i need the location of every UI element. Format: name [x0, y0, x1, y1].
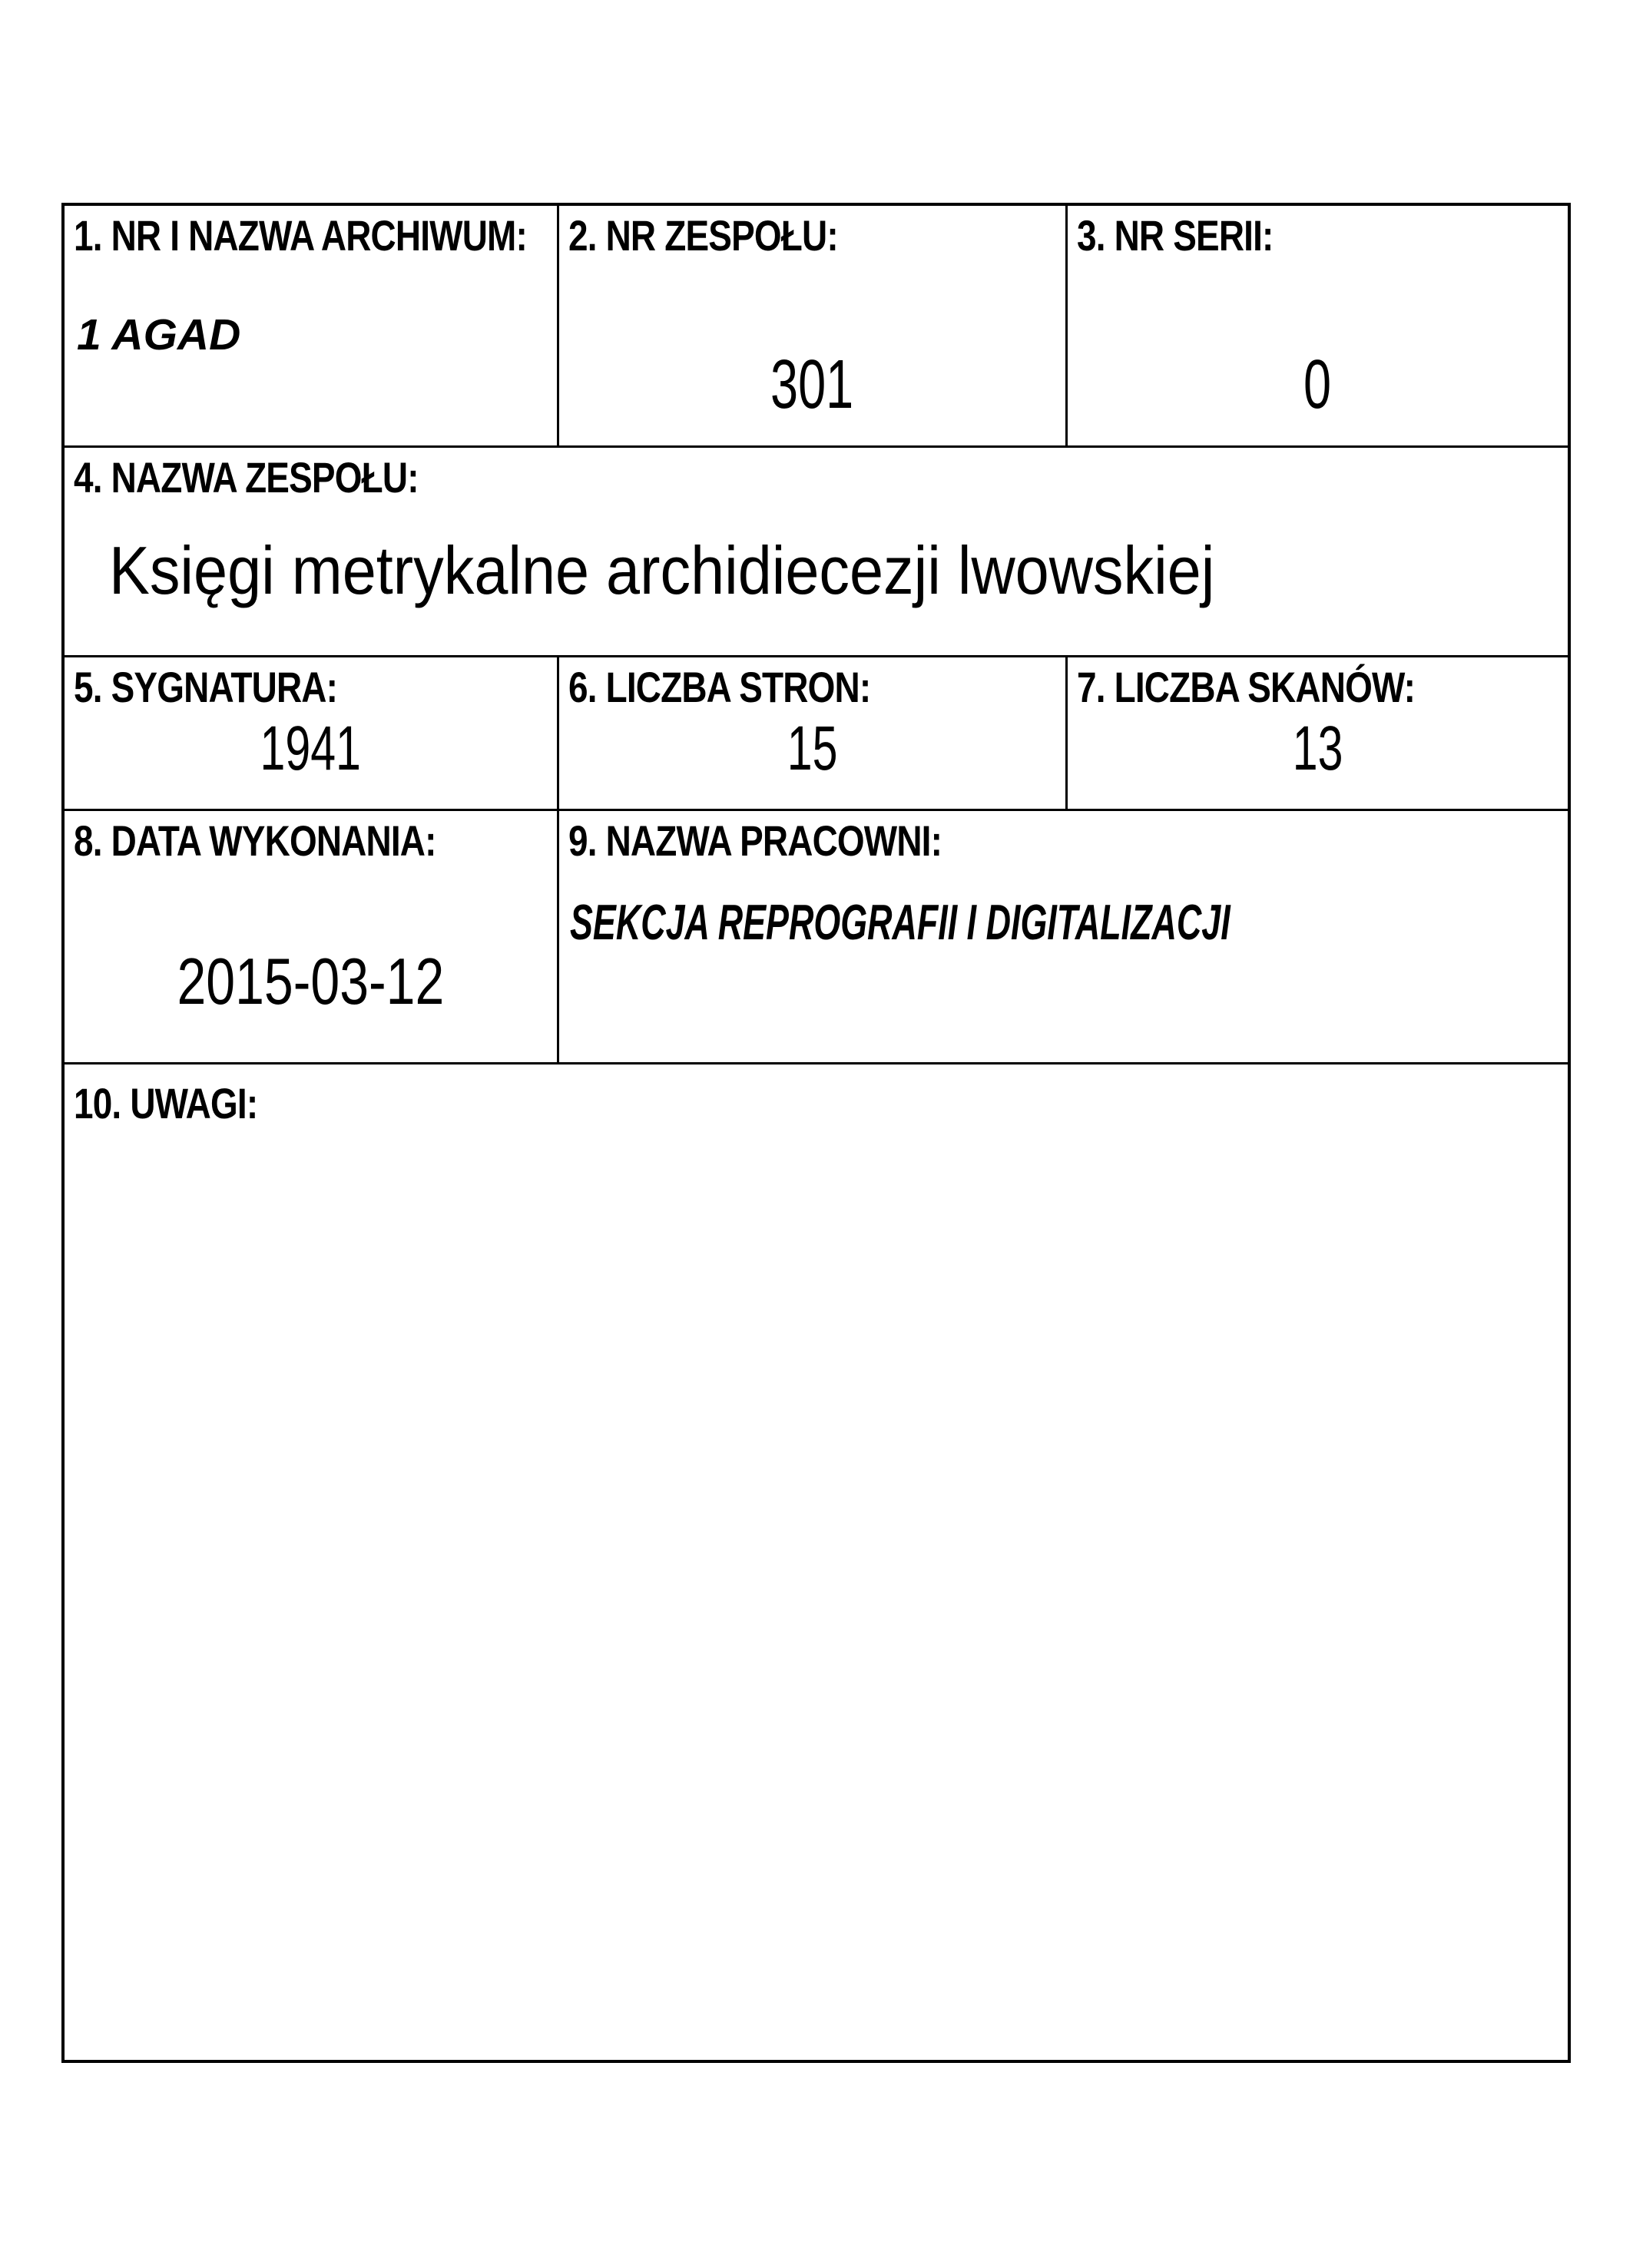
cell-nr-serii: [1068, 206, 1568, 448]
archive-metadata-table: [61, 203, 1571, 2063]
cell-liczba-stron: [559, 657, 1068, 811]
value-liczba-stron: 15: [787, 714, 838, 783]
cell-nr-zespolu: [559, 206, 1068, 448]
cell-uwagi: [65, 1064, 1568, 2060]
label-nr-zespolu: 2. NR ZESPOŁU:: [568, 211, 838, 260]
value-data-wykonania: 2015-03-12: [177, 945, 445, 1018]
label-nazwa-pracowni: 9. NAZWA PRACOWNI:: [568, 816, 942, 865]
label-nr-serii: 3. NR SERII:: [1077, 211, 1274, 260]
label-liczba-skanow: 7. LICZBA SKANÓW:: [1077, 663, 1416, 711]
cell-sygnatura: [65, 657, 559, 811]
cell-liczba-skanow: [1068, 657, 1568, 811]
cell-data-wykonania: [65, 811, 559, 1064]
label-sygnatura: 5. SYGNATURA:: [74, 663, 338, 711]
value-sygnatura: 1941: [260, 714, 362, 783]
label-nazwa-zespolu: 4. NAZWA ZESPOŁU:: [74, 453, 419, 502]
label-data-wykonania: 8. DATA WYKONANIA:: [74, 816, 436, 865]
label-liczba-stron: 6. LICZBA STRON:: [568, 663, 871, 711]
value-liczba-skanow: 13: [1292, 714, 1343, 783]
cell-nazwa-zespolu: [65, 448, 1568, 657]
value-nr-zespolu: 301: [770, 346, 854, 423]
label-nr-i-nazwa-archiwum: 1. NR I NAZWA ARCHIWUM:: [74, 211, 527, 260]
label-uwagi: 10. UWAGI:: [74, 1079, 258, 1127]
cell-nazwa-pracowni: [559, 811, 1568, 1064]
value-nr-i-nazwa-archiwum: 1 AGAD: [77, 310, 241, 359]
value-nazwa-pracowni: SEKCJA REPROGRAFII I DIGITALIZACJI: [570, 894, 1231, 950]
value-nazwa-zespolu: Księgi metrykalne archidiecezji lwowskiej: [109, 532, 1215, 608]
value-nr-serii: 0: [1303, 346, 1332, 423]
cell-nr-i-nazwa-archiwum: [65, 206, 559, 448]
